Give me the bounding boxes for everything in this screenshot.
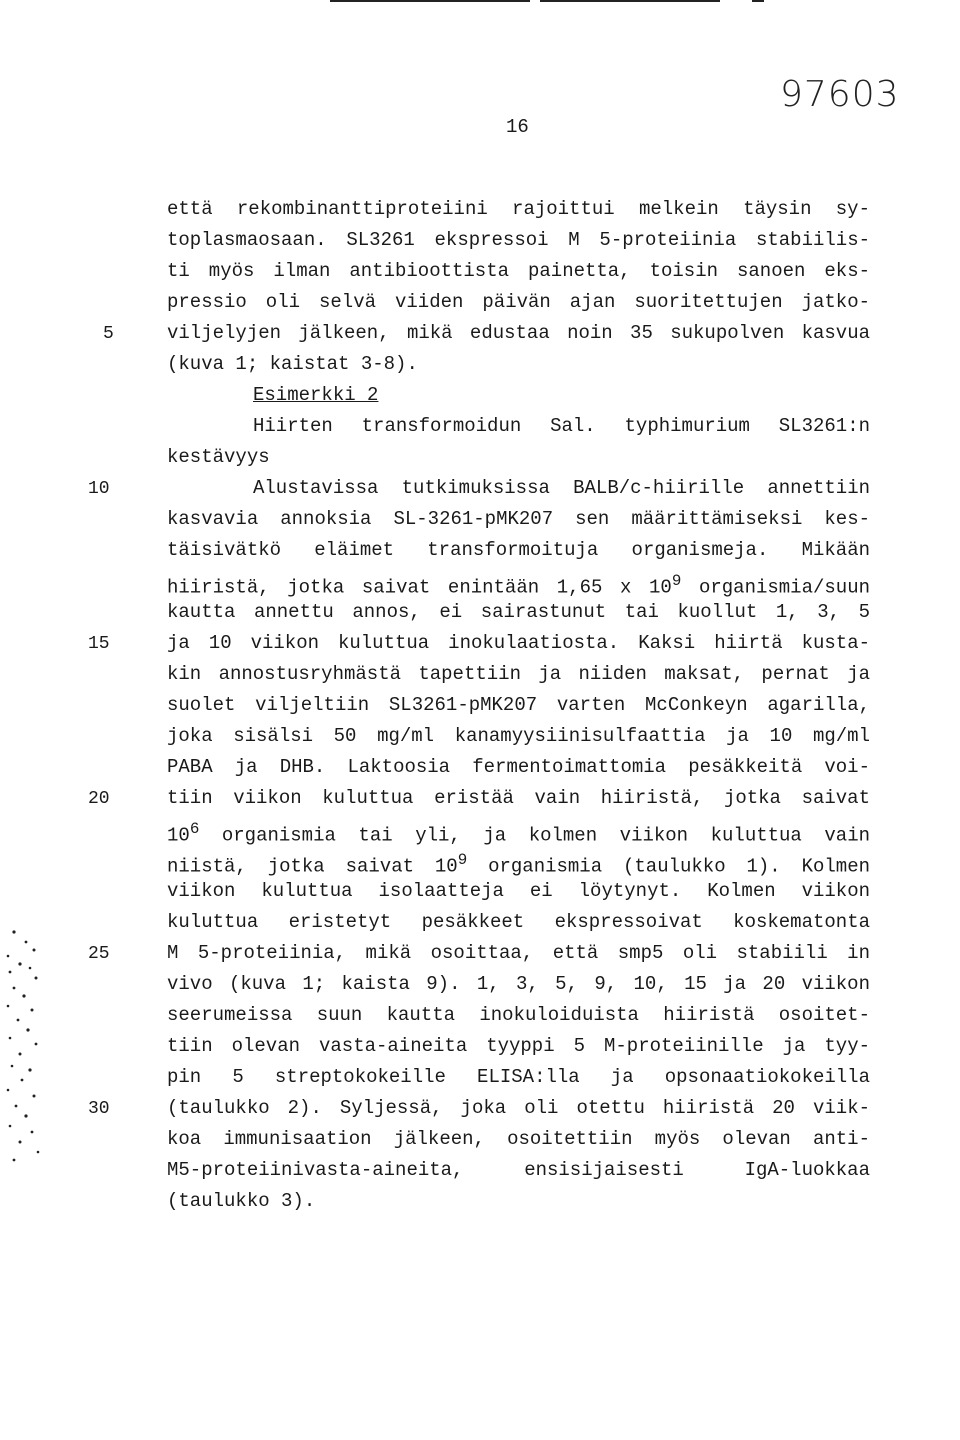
page-number: 16 xyxy=(506,116,529,138)
text-line: pressio oli selvä viiden päivän ajan suoritettujen jatko- xyxy=(167,291,870,313)
text-line: Alustavissa tutkimuksissa BALB/c-hiirille annettiin xyxy=(253,477,870,499)
text-line: koa immunisaation jälkeen, osoitettiin myös olevan anti- xyxy=(167,1128,870,1150)
text-line: viljelyjen jälkeen, mikä edustaa noin 35 sukupolven kasvua xyxy=(167,322,870,344)
text-line: täisivätkö eläimet transformoituja organismeja. Mikään xyxy=(167,539,870,561)
line-number: 5 xyxy=(103,324,114,344)
text-line: ti myös ilman antibioottista painetta, toisin sanoen eks- xyxy=(167,260,870,282)
text-line: M5-proteiinivasta-aineita, ensisijaisesti IgA-luokkaa xyxy=(167,1159,870,1181)
text-line: että rekombinanttiproteiini rajoittui melkein täysin sy- xyxy=(167,198,870,220)
text-line: hiiristä, jotka saivat enintään 1,65 x $10^9$ organismia/suun xyxy=(167,572,870,599)
text-line: tiin viikon kuluttua eristää vain hiiristä, jotka saivat xyxy=(167,787,870,809)
section-subtitle: kestävyys xyxy=(167,446,270,468)
text-line: viikon kuluttua isolaatteja ei löytynyt. Kolmen viikon xyxy=(167,880,870,902)
text-line: joka sisälsi 50 mg/ml kanamyysiinisulfaattia ja 10 mg/ml xyxy=(167,725,870,747)
top-rule-right xyxy=(752,0,764,2)
text-line: kasvavia annoksia SL-3261-pMK207 sen määrittämiseksi kes- xyxy=(167,508,870,530)
line-number: 15 xyxy=(88,634,110,654)
line-number: 30 xyxy=(88,1099,110,1119)
text-line: ja 10 viikon kuluttua inokulaatiosta. Kaksi hiirtä kusta- xyxy=(167,632,870,654)
scan-speckle-marks xyxy=(0,920,60,1180)
top-rule-mid xyxy=(540,0,720,2)
text-line: (kuva 1; kaistat 3-8). xyxy=(167,353,418,375)
top-rule-left xyxy=(330,0,530,2)
text-line: seerumeissa suun kautta inokuloiduista hiiristä osoitet- xyxy=(167,1004,870,1026)
text-line: vivo (kuva 1; kaista 9). 1, 3, 5, 9, 10, 15 ja 20 viikon xyxy=(167,973,870,995)
text-line: tiin olevan vasta-aineita tyyppi 5 M-proteiinille ja tyy- xyxy=(167,1035,870,1057)
line-number: 20 xyxy=(88,789,110,809)
text-line: kin annostusryhmästä tapettiin ja niiden maksat, pernat ja xyxy=(167,663,870,685)
document-number: 97603 xyxy=(780,74,900,115)
line-number: 10 xyxy=(88,479,110,499)
section-subtitle: Hiirten transformoidun Sal. typhimurium SL3261:n xyxy=(253,415,870,437)
section-heading: Esimerkki 2 xyxy=(253,384,379,406)
text-line: niistä, jotka saivat $10^9$ organismia (taulukko 1). Kolmen xyxy=(167,851,870,878)
text-line: kuluttua eristetyt pesäkkeet ekspressoivat koskematonta xyxy=(167,911,870,933)
text-line: kautta annettu annos, ei sairastunut tai kuollut 1, 3, 5 xyxy=(167,601,870,623)
text-line: (taulukko 2). Syljessä, joka oli otettu hiiristä 20 viik- xyxy=(167,1097,870,1119)
text-line: M 5-proteiinia, mikä osoittaa, että smp5 oli stabiili in xyxy=(167,942,870,964)
line-number: 25 xyxy=(88,944,110,964)
text-line: pin 5 streptokokeille ELISA:lla ja opsonaatiokokeilla xyxy=(167,1066,870,1088)
text-line: $10^6$ organismia tai yli, ja kolmen viikon kuluttua vain xyxy=(167,820,870,847)
text-line: suolet viljeltiin SL3261-pMK207 varten McConkeyn agarilla, xyxy=(167,694,870,716)
text-line: (taulukko 3). xyxy=(167,1190,316,1212)
text-line: PABA ja DHB. Laktoosia fermentoimattomia pesäkkeitä voi- xyxy=(167,756,870,778)
text-line: toplasmaosaan. SL3261 ekspressoi M 5-proteiinia stabiilis- xyxy=(167,229,870,251)
